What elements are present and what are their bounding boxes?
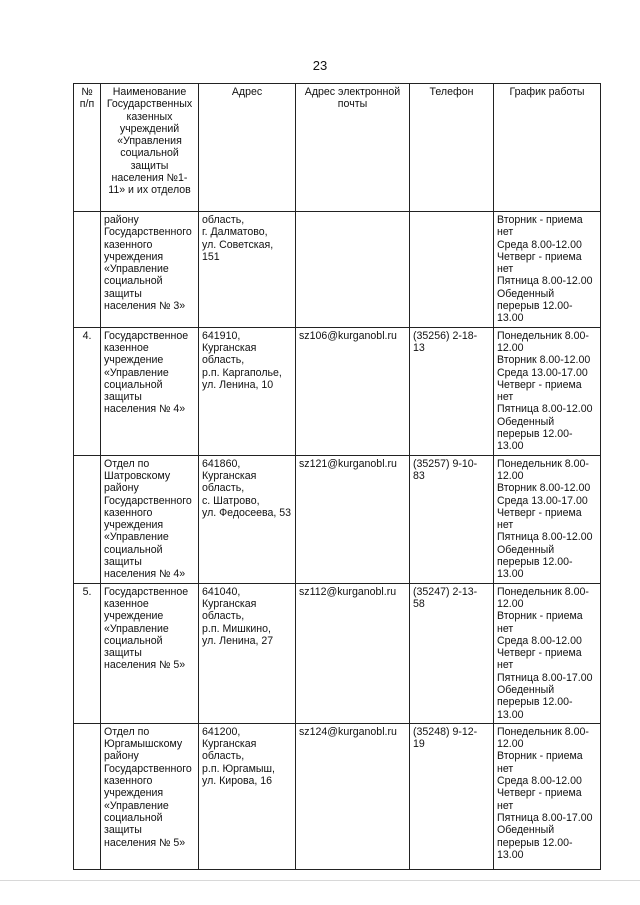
- row-address: 641860, Курганская область, с. Шатрово, ул. Федосеева, 53: [199, 455, 296, 583]
- row-phone: (35257) 9-10- 83: [410, 455, 494, 583]
- header-address: Адрес: [199, 84, 296, 212]
- header-email: Адрес электронной почты: [296, 84, 410, 212]
- row-number: [74, 723, 101, 869]
- row-schedule: Вторник - приема нет Среда 8.00-12.00 Четверг - приема нет Пятница 8.00-12.00 Обеденный перерыв 12.00-13.00: [494, 212, 601, 328]
- row-phone: (35247) 2-13- 58: [410, 583, 494, 723]
- row-email: sz106@kurganobl.ru: [296, 327, 410, 455]
- row-number: 4.: [74, 327, 101, 455]
- row-name: Отдел по Шатровскому району Государственного казенного учреждения «Управление социальной защиты населения № 4»: [101, 455, 199, 583]
- row-number: 5.: [74, 583, 101, 723]
- row-schedule: Понедельник 8.00- 12.00 Вторник - приема нет Среда 8.00-12.00 Четверг - приема нет Пятница 8.00-17.00 Обеденный перерыв 12.00-13.00: [494, 723, 601, 869]
- table-row: [74, 212, 601, 328]
- row-name: Отдел по Юргамышскому району Государственного казенного учреждения «Управление социальной защиты населения № 5»: [101, 723, 199, 869]
- institutions-table: [73, 83, 601, 870]
- row-name: районy Государственного казенного учреждения «Управление социальной защиты населения № 3»: [101, 212, 199, 328]
- table-row: [74, 455, 601, 583]
- row-phone: (35248) 9-12- 19: [410, 723, 494, 869]
- row-email: sz121@kurganobl.ru: [296, 455, 410, 583]
- table-header-row: [74, 84, 601, 212]
- row-number: [74, 455, 101, 583]
- row-email: sz124@kurganobl.ru: [296, 723, 410, 869]
- header-schedule: График работы: [494, 84, 601, 212]
- header-phone: Телефон: [410, 84, 494, 212]
- row-address: 641200, Курганская область, р.п. Юргамыш, ул. Кирова, 16: [199, 723, 296, 869]
- row-name: Государственное казенное учреждение «Управление социальной защиты населения № 5»: [101, 583, 199, 723]
- row-email: [296, 212, 410, 328]
- row-number: [74, 212, 101, 328]
- row-name: Государственное казенное учреждение «Управление социальной защиты населения № 4»: [101, 327, 199, 455]
- row-phone: (35256) 2-18- 13: [410, 327, 494, 455]
- row-schedule: Понедельник 8.00- 12.00 Вторник - приема нет Среда 8.00-12.00 Четверг - приема нет Пятница 8.00-17.00 Обеденный перерыв 12.00-13.00: [494, 583, 601, 723]
- table-row: [74, 327, 601, 455]
- header-number: № п/п: [74, 84, 101, 212]
- table-row: [74, 583, 601, 723]
- row-address: 641040, Курганская область, р.п. Мишкино, ул. Ленина, 27: [199, 583, 296, 723]
- page-number: 23: [312, 58, 328, 73]
- footer-divider: [0, 880, 640, 881]
- row-phone: [410, 212, 494, 328]
- row-email: sz112@kurganobl.ru: [296, 583, 410, 723]
- header-name: Наименование Государственных казенных учреждений «Управления социальной защиты населения №1- 11» и их отделов: [101, 84, 199, 212]
- row-address: область, г. Далматово, ул. Советская, 151: [199, 212, 296, 328]
- row-address: 641910, Курганская область, р.п. Каргаполье, ул. Ленина, 10: [199, 327, 296, 455]
- row-schedule: Понедельник 8.00- 12.00 Вторник 8.00-12.00 Среда 13.00-17.00 Четверг - приема нет Пятница 8.00-12.00 Обеденный перерыв 12.00-13.00: [494, 455, 601, 583]
- table-row: [74, 723, 601, 869]
- row-schedule: Понедельник 8.00- 12.00 Вторник 8.00-12.00 Среда 13.00-17.00 Четверг - приема нет Пятница 8.00-12.00 Обеденный перерыв 12.00-13.00: [494, 327, 601, 455]
